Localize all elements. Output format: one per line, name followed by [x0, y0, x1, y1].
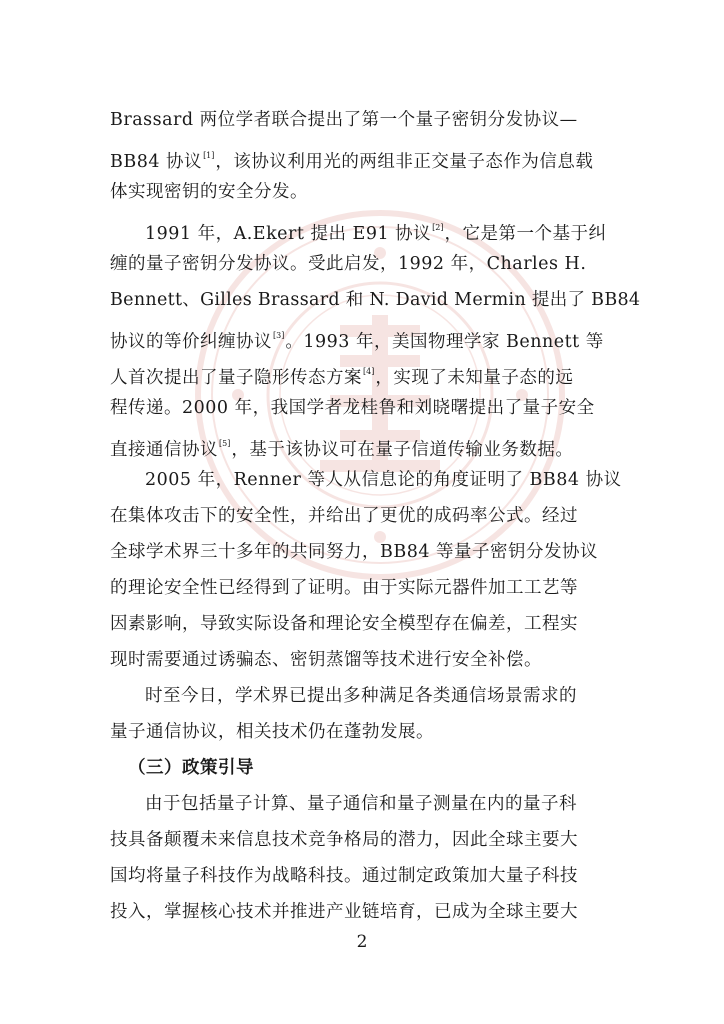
- text-line: 程传递。2000 年，我国学者龙桂鲁和刘晓曙提出了量子安全: [110, 398, 595, 418]
- citation-ref: [4]: [363, 367, 375, 376]
- text-line: 的理论安全性已经得到了证明。由于实际元器件加工工艺等: [110, 578, 578, 598]
- citation-ref: [1]: [203, 151, 215, 160]
- text-line: 人首次提出了量子隐形传态方案[4]，实现了未知量子态的远: [110, 367, 574, 388]
- text-line: 2005 年，Renner 等人从信息论的角度证明了 BB84 协议: [145, 470, 622, 490]
- text-line: 国均将量子科技作为战略科技。通过制定政策加大量子科技: [110, 866, 578, 886]
- text-line: 投入，掌握核心技术并推进产业链培育，已成为全球主要大: [110, 902, 578, 922]
- text-line: 体实现密钥的安全分发。: [110, 182, 308, 202]
- text-line: Brassard 两位学者联合提出了第一个量子密钥分发协议—: [110, 110, 578, 130]
- text-line: 时至今日，学术界已提出多种满足各类通信场景需求的: [145, 686, 577, 706]
- text-line: 缠的量子密钥分发协议。受此启发，1992 年，Charles H.: [110, 254, 587, 274]
- text-line: 技具备颠覆未来信息技术竞争格局的潜力，因此全球主要大: [110, 830, 578, 850]
- page-number: 2: [356, 932, 368, 952]
- text-line: 1991 年，A.Ekert 提出 E91 协议[2]，它是第一个基于纠: [145, 223, 607, 244]
- text-line: 由于包括量子计算、量子通信和量子测量在内的量子科: [145, 794, 577, 814]
- text-line: 现时需要通过诱骗态、密钥蒸馏等技术进行安全补偿。: [110, 650, 542, 670]
- text-line: 在集体攻击下的安全性，并给出了更优的成码率公式。经过: [110, 506, 578, 526]
- text-line: Bennett、Gilles Brassard 和 N. David Mermin 提出了 BB84: [110, 290, 641, 310]
- section-heading: （三）政策引导: [128, 758, 254, 778]
- text-line: 全球学术界三十多年的共同努力，BB84 等量子密钥分发协议: [110, 542, 599, 562]
- text-line: BB84 协议[1]，该协议利用光的两组非正交量子态作为信息载: [110, 151, 594, 172]
- text-line: 直接通信协议[5]，基于该协议可在量子信道传输业务数据。: [110, 439, 574, 460]
- text-line: 因素影响，导致实际设备和理论安全模型存在偏差，工程实: [110, 614, 578, 634]
- citation-ref: [5]: [219, 439, 231, 448]
- text-line: 协议的等价纠缠协议[3]。1993 年，美国物理学家 Bennett 等: [110, 331, 604, 352]
- citation-ref: [2]: [432, 223, 444, 232]
- text-line: 量子通信协议，相关技术仍在蓬勃发展。: [110, 722, 434, 742]
- citation-ref: [3]: [273, 331, 285, 340]
